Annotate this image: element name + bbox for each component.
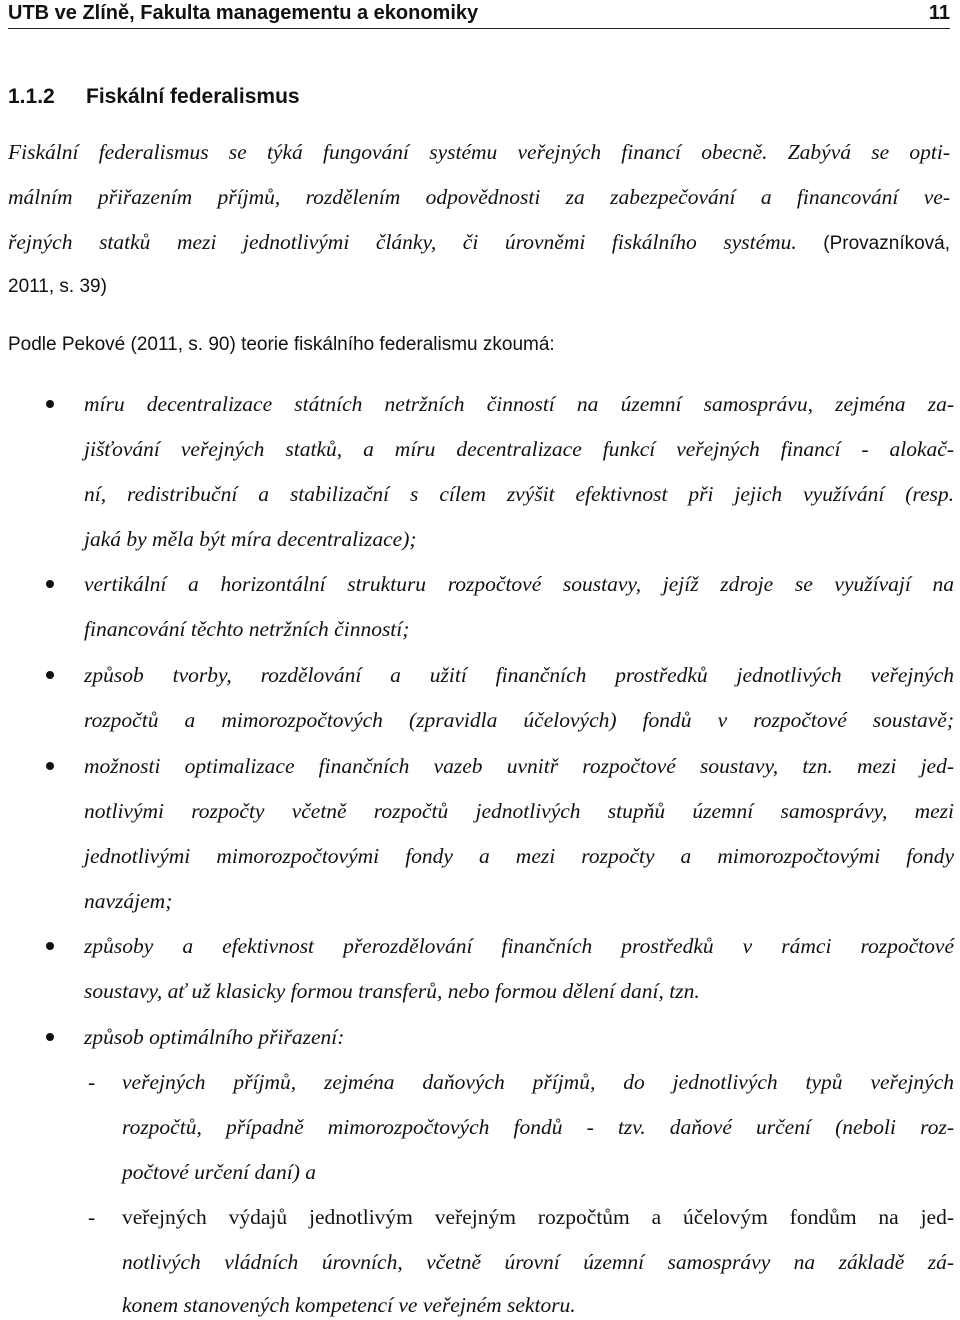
sub-item-line: veřejných výdajů jednotlivým veřejným rozpočtům a účelovým fondům na jed- [122,1205,954,1229]
bullet-icon [46,762,54,770]
list-item-line: notlivými rozpočty včetně rozpočtů jednotlivých stupňů územní samosprávy, mezi [84,799,954,823]
page-number: 11 [928,2,950,24]
bullet-icon [46,1033,54,1041]
sub-item-line: notlivých vládních úrovních, včetně úrovní územní samosprávy na základě zá- [122,1250,954,1274]
citation-line: 2011, s. 39) [8,276,107,297]
header-title: UTB ve Zlíně, Fakulta managementu a ekonomiky [8,2,479,24]
list-item-line: soustavy, ať už klasicky formou transferů, nebo formou dělení daní, tzn. [84,979,700,1003]
list-item-line: míru decentralizace státních netržních činností na územní samosprávu, zejména za- [84,392,954,416]
list-item-line: jednotlivými mimorozpočtovými fondy a mezi rozpočty a mimorozpočtovými fondy [84,844,954,868]
page-header [8,0,950,29]
list-item-line: rozpočtů a mimorozpočtových (zpravidla účelových) fondů v rozpočtové soustavě; [84,708,954,732]
section-title: Fiskální federalismus [86,85,300,108]
intro-line: Podle Pekové (2011, s. 90) teorie fiskálního federalismu zkoumá: [8,334,555,355]
paragraph-line: málním přiřazením příjmů, rozdělením odpovědnosti za zabezpečování a financování ve- [8,185,950,209]
sub-item-line: veřejných příjmů, zejména daňových příjmů, do jednotlivých typů veřejných [122,1070,954,1094]
list-item-line: způsob tvorby, rozdělování a užití finančních prostředků jednotlivých veřejných [84,663,954,687]
section-heading [8,83,300,111]
dash-marker: - [88,1070,96,1094]
list-item-line: vertikální a horizontální strukturu rozpočtové soustavy, jejíž zdroje se využívají na [84,572,954,596]
paragraph-text: řejných statků mezi jednotlivými články, či úrovněmi fiskálního systému. [8,230,797,254]
paragraph-line [8,227,950,257]
bullet-icon [46,942,54,950]
sub-item-line: rozpočtů, případně mimorozpočtových fondů - tzv. daňové určení (neboli roz- [122,1115,954,1139]
list-item-line: možnosti optimalizace finančních vazeb uvnitř rozpočtové soustavy, tzn. mezi jed- [84,754,954,778]
list-item-line: způsoby a efektivnost přerozdělování finančních prostředků v rámci rozpočtové [84,934,954,958]
bullet-icon [46,580,54,588]
dash-marker: - [88,1205,96,1229]
list-item-line: jaká by měla být míra decentralizace); [84,527,417,551]
sub-item-line: počtové určení daní) a [122,1160,317,1184]
list-item-line: financování těchto netržních činností; [84,617,410,641]
section-number: 1.1.2 [8,85,55,108]
list-item-line: jišťování veřejných statků, a míru decentralizace funkcí veřejných financí - alokač- [84,437,954,461]
citation: (Provazníková, [796,233,951,254]
bullet-icon [46,400,54,408]
sub-item-line: konem stanovených kompetencí ve veřejném sektoru. [122,1293,576,1317]
bullet-icon [46,671,54,679]
paragraph-line: Fiskální federalismus se týká fungování systému veřejných financí obecně. Zabývá se opti- [8,140,950,164]
list-item-line: způsob optimálního přiřazení: [84,1025,345,1049]
list-item-line: ní, redistribuční a stabilizační s cílem zvýšit efektivnost při jejich využívání (resp. [84,482,954,506]
list-item-line: navzájem; [84,889,173,913]
